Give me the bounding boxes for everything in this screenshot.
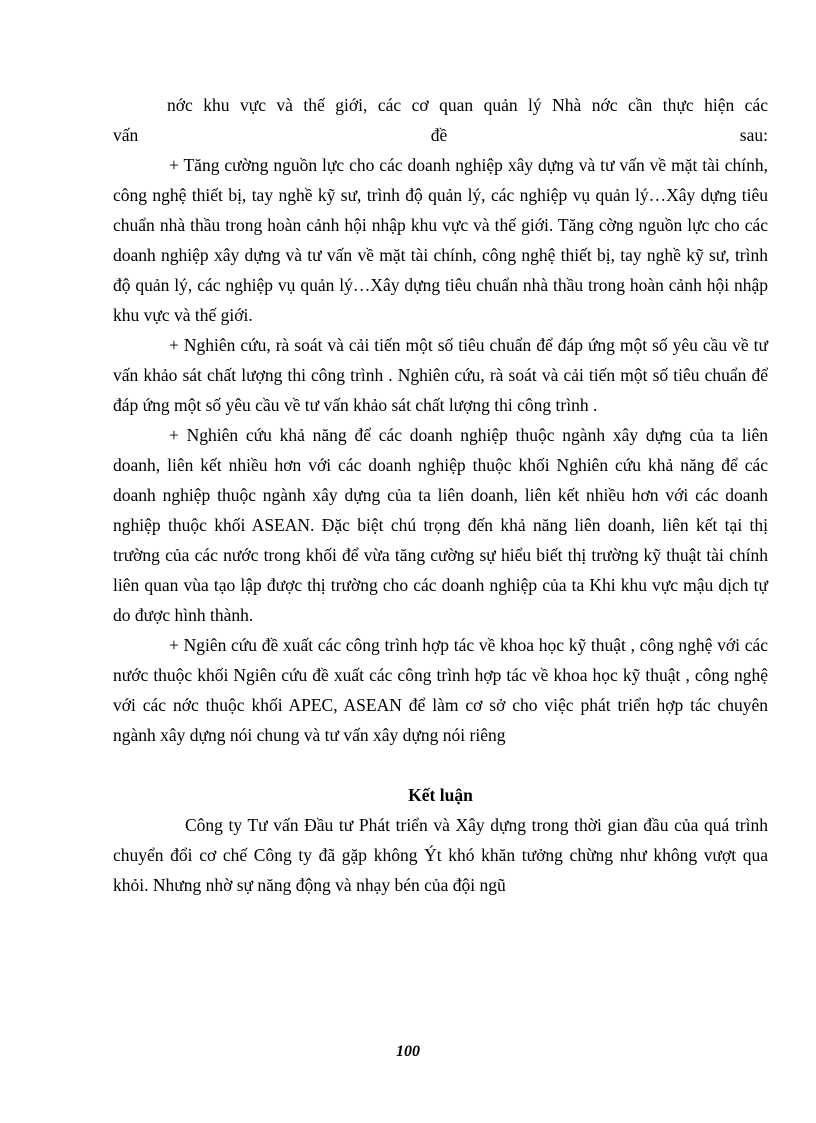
paragraph-intro: nớc khu vực và thế giới, các cơ quan quản lý Nhà nớc cần thực hiện các <box>167 95 768 115</box>
paragraph-conclusion: Công ty Tư vấn Đầu tư Phát triển và Xây dựng trong thời gian đầu của quá trình chuyển đổi cơ chế Công ty đã gặp không Ýt khó khăn tưởng chừng như không vượt qua khỏi. Nhưng nhờ sự năng động và nhạy bén của đội ngũ <box>113 815 768 895</box>
intro-tail-word-1: vấn <box>113 125 139 145</box>
page-content <box>113 90 768 900</box>
paragraph-resources: + Tăng cường nguồn lực cho các doanh nghiệp xây dựng và tư vấn về mặt tài chính, công nghệ thiết bị, tay nghề kỹ sư, trình độ quản lý, các nghiệp vụ quản lý…Xây dựng tiêu chuẩn nhà thầu trong hoàn cảnh hội nhập khu vực và thế giới. Tăng cờng nguồn lực cho các doanh nghiệp xây dựng và tư vấn về mặt tài chính, công nghệ thiết bị, tay nghề kỹ sư, trình độ quản lý, các nghiệp vụ quản lý…Xây dựng tiêu chuẩn nhà thầu trong hoàn cảnh hội nhập khu vực và thế giới. <box>113 155 768 325</box>
paragraph-standards: + Nghiên cứu, rà soát và cải tiến một số tiêu chuẩn để đáp ứng một số yêu cầu về tư vấn khảo sát chất lượng thi công trình . Nghiên cứu, rà soát và cải tiến một số tiêu chuẩn để đáp ứng một số yêu cầu về tư vấn khảo sát chất lượng thi công trình . <box>113 335 768 415</box>
intro-tail-word-2: đề <box>430 125 448 145</box>
intro-tail-word-3: sau: <box>739 125 768 145</box>
section-heading: Kết luận <box>408 785 473 805</box>
paragraph-cooperation: + Ngiên cứu đề xuất các công trình hợp tác về khoa học kỹ thuật , công nghệ với các nước thuộc khối Ngiên cứu đề xuất các công trình hợp tác về khoa học kỹ thuật , công nghệ với các nớc thuộc khối APEC, ASEAN để làm cơ sở cho việc phát triển hợp tác chuyên ngành xây dựng nói chung và tư vấn xây dựng nói riêng <box>113 635 768 745</box>
paragraph-joint-venture: + Nghiên cứu khả năng để các doanh nghiệp thuộc ngành xây dựng của ta liên doanh, liên kết nhiều hơn với các doanh nghiệp thuộc khối Nghiên cứu khả năng để các doanh nghiệp thuộc ngành xây dựng của ta liên doanh, liên kết nhiều hơn với các doanh nghiệp thuộc khối ASEAN. Đặc biệt chú trọng đến khả năng liên doanh, liên kết tại thị trường của các nước trong khối để vừa tăng cường sự hiểu biết thị trường kỹ thuật tài chính liên quan vùa tạo lập được thị trường cho các doanh nghiệp của ta Khi khu vực mậu dịch tự do được hình thành. <box>113 425 768 625</box>
page-number: 100 <box>396 1043 420 1060</box>
paragraph-intro-tail <box>113 120 768 150</box>
